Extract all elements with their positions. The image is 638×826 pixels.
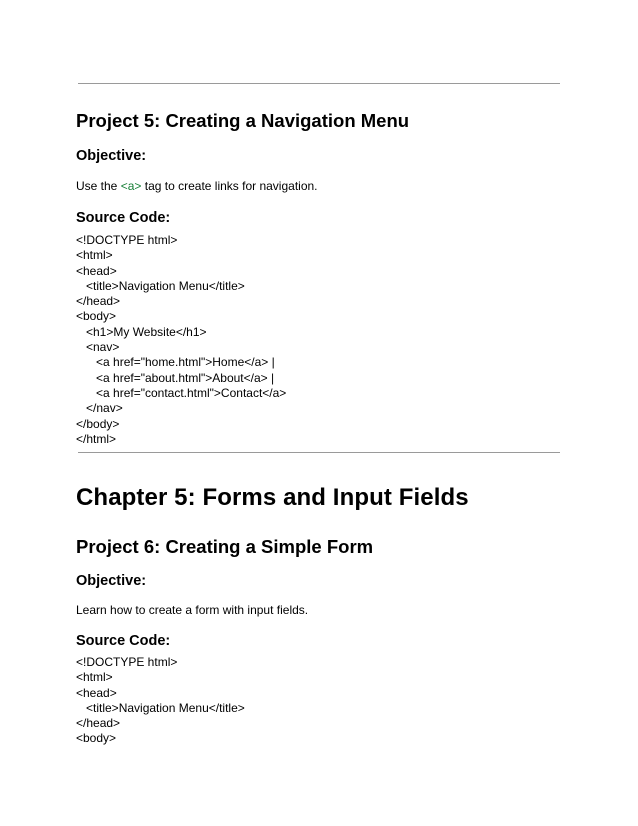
inline-code-anchor-tag: <a>: [120, 179, 142, 193]
code-line: <nav>: [76, 340, 120, 355]
objective-text-after: tag to create links for navigation.: [141, 179, 318, 193]
horizontal-rule-middle: [78, 452, 560, 453]
code-line: <a href="contact.html">Contact</a>: [76, 385, 287, 400]
project-5-source-heading: Source Code:: [76, 210, 171, 226]
project-5-objective-heading: Objective:: [76, 148, 147, 164]
project-5-objective-text: [76, 179, 318, 193]
code-line: <head>: [76, 685, 117, 700]
code-line: <body>: [76, 731, 117, 746]
code-line: <!DOCTYPE html>: [76, 655, 178, 669]
code-line: <title>Navigation Menu</title>: [76, 700, 245, 715]
code-line: <html>: [76, 670, 113, 685]
project-6-code-block: [76, 655, 245, 747]
project-5-code-block: [76, 233, 286, 447]
project-6-source-heading: Source Code:: [76, 633, 171, 649]
code-line: <head>: [76, 263, 117, 278]
code-line: <html>: [76, 248, 113, 263]
code-line: </head>: [76, 716, 121, 731]
code-line: <!DOCTYPE html>: [76, 233, 178, 247]
project-6-title: Project 6: Creating a Simple Form: [76, 536, 374, 557]
code-line: </html>: [76, 431, 117, 446]
code-line: <body>: [76, 309, 117, 324]
horizontal-rule-top: [78, 83, 560, 84]
code-line: </head>: [76, 294, 121, 309]
project-5-title: Project 5: Creating a Navigation Menu: [76, 110, 410, 131]
code-line: <h1>My Website</h1>: [76, 324, 207, 339]
code-line: <a href="about.html">About</a> |: [76, 370, 275, 385]
code-line: </nav>: [76, 401, 123, 416]
code-line: </body>: [76, 416, 120, 431]
code-line: <a href="home.html">Home</a> |: [76, 355, 275, 370]
chapter-5-title: Chapter 5: Forms and Input Fields: [76, 484, 469, 511]
project-6-objective-text: Learn how to create a form with input fields.: [76, 603, 309, 617]
code-line: <title>Navigation Menu</title>: [76, 278, 245, 293]
project-6-objective-heading: Objective:: [76, 573, 147, 589]
objective-text-before: Use the: [76, 179, 121, 193]
